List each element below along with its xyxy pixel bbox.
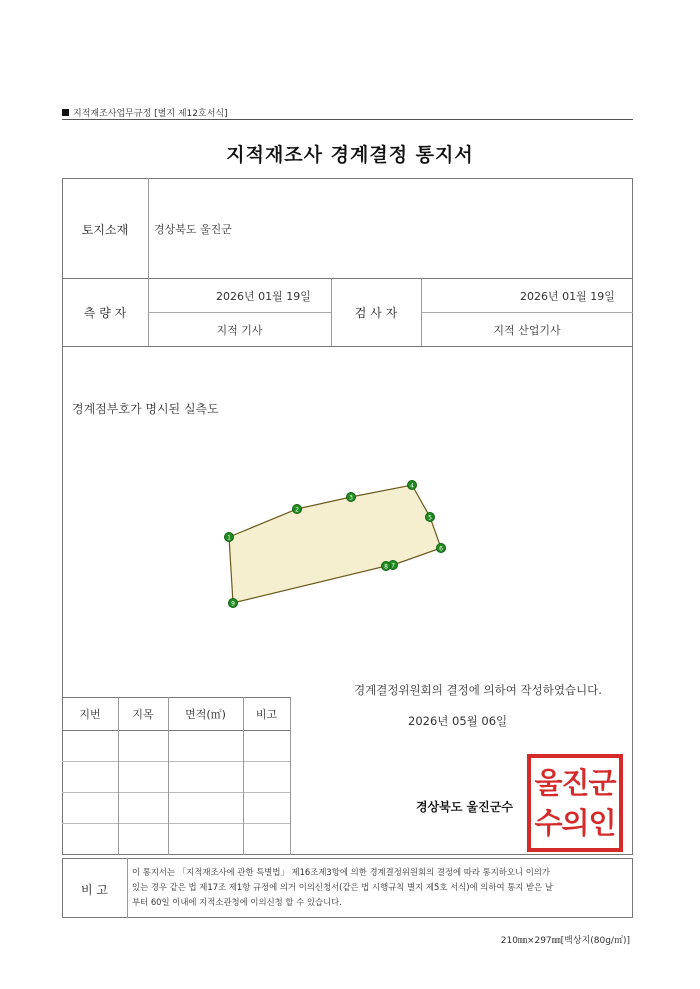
official-seal — [527, 754, 623, 852]
inspector-role: 지적 산업기사 — [493, 324, 561, 337]
form-reference-text: 지적재조사업무규정 [별지 제12호서식] — [73, 109, 228, 119]
boundary-point-label: 2 — [295, 506, 299, 514]
boundary-point-label: 5 — [428, 514, 432, 522]
boundary-point-label: 7 — [391, 562, 395, 570]
remarks-line-2: 있는 경우 같은 법 제17조 제1항 규정에 의거 이의신청서(같은 법 시행규칙 별지 제5호 서식)에 의하여 통지 받은 날 — [132, 882, 553, 892]
issuer-name: 경상북도 울진군수 — [416, 800, 513, 814]
divider — [62, 823, 290, 824]
land-location-label: 토지소재 — [81, 223, 129, 237]
remarks-line-1: 이 통지서는 「지적재조사에 관한 특별법」 제16조제3항에 의한 경계결정위원회의 결정에 따라 통지하오니 이의가 — [132, 867, 550, 877]
decision-statement: 경계결정위원회의 결정에 의하여 작성하였습니다. — [354, 683, 602, 697]
map-caption: 경계점부호가 명시된 실측도 — [72, 402, 219, 416]
surveyor-label: 측 량 자 — [83, 306, 127, 320]
boundary-point-label: 8 — [384, 563, 388, 571]
inspector-date: 2026년 01월 19일 — [520, 290, 615, 303]
boundary-point-label: 6 — [439, 545, 443, 553]
parcel-boundary — [229, 485, 441, 603]
divider — [62, 730, 290, 731]
decision-date: 2026년 05월 06일 — [408, 714, 508, 728]
table-header-lot: 지번 — [79, 708, 101, 721]
remarks-line-3: 부터 60일 이내에 지적소관청에 이의신청 할 수 있습니다. — [132, 897, 342, 907]
divider — [290, 697, 291, 855]
table-header-note: 비고 — [255, 708, 278, 721]
page-title: 지적재조사 경계결정 통지서 — [226, 144, 474, 166]
table-header-area: 면적(㎡) — [185, 708, 226, 721]
land-location-value: 경상북도 울진군 — [154, 223, 232, 236]
divider — [127, 858, 128, 918]
boundary-point-label: 1 — [227, 534, 231, 542]
surveyor-date: 2026년 01월 19일 — [216, 290, 311, 303]
boundary-point-label: 9 — [231, 600, 235, 608]
divider — [62, 761, 290, 762]
divider — [62, 792, 290, 793]
seal-line-1: 울진군 — [534, 766, 616, 800]
seal-line-2: 수의인 — [534, 806, 616, 840]
divider — [62, 697, 290, 698]
table-header-category: 지목 — [132, 708, 154, 721]
inspector-label: 검 사 자 — [354, 306, 398, 320]
remarks-text — [132, 865, 630, 910]
remarks-label: 비 고 — [81, 883, 108, 897]
paper-spec: 210㎜×297㎜[백상지(80g/㎡)] — [500, 936, 630, 946]
surveyor-role: 지적 기사 — [216, 324, 263, 337]
boundary-point-label: 3 — [349, 494, 353, 502]
boundary-point-label: 4 — [410, 482, 414, 490]
